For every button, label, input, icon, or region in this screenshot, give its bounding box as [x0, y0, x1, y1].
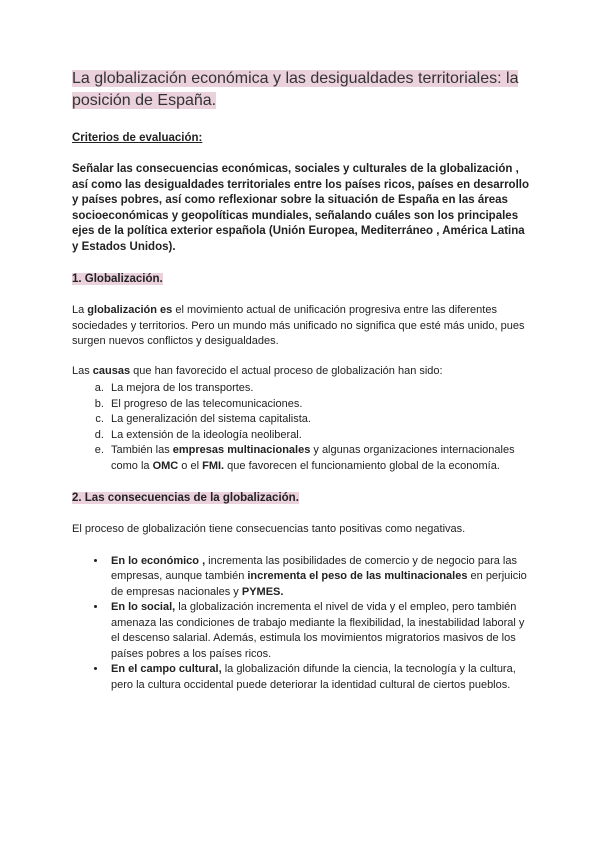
- globalization-definition: La globalización es el movimiento actual de unificación progresiva entre las diferentes sociedades y territorios. Pero un mundo más unificado no significa que esté más unido, pues surgen nuevos conflictos y desigualdades.: [72, 304, 525, 347]
- criteria-label: Criterios de evaluación:: [72, 132, 203, 144]
- document-title: [72, 68, 532, 112]
- consequences-list: [72, 554, 532, 694]
- section2-heading: 2. Las consecuencias de la globalización.: [72, 492, 299, 504]
- causes-intro: Las causas que han favorecido el actual proceso de globalización han sido:: [72, 364, 443, 377]
- list-item: d. La extensión de la ideología neoliberal.: [107, 428, 532, 444]
- section1-heading: 1. Globalización.: [72, 273, 163, 285]
- document-page: [72, 68, 532, 693]
- list-item: a. La mejora de los transportes.: [107, 381, 532, 397]
- list-item: • En lo económico , incrementa las posibilidades de comercio y de negocio para las empresas, aunque también incrementa el peso de las multinacionales en perjuicio de empresas nacionales y PYMES.: [107, 554, 532, 601]
- title-text: La globalización económica y las desigualdades territoriales: la posición de España.: [72, 70, 519, 109]
- causes-list: [72, 381, 532, 474]
- criteria-text: Señalar las consecuencias económicas, sociales y culturales de la globalización , así como las desigualdades territoriales entre los países ricos, países en desarrollo y países pobres, así como reflexionar sobre la situación de España en las áreas socioeconómicas y geopolíticas mundiales, señalando cuáles son los principales ejes de la política exterior española (Unión Europea, Mediterráneo , América Latina y Estados Unidos).: [72, 163, 530, 253]
- list-item: • En lo social, la globalización incrementa el nivel de vida y el empleo, pero también amenaza las condiciones de trabajo mediante la flexibilidad, la inestabilidad laboral y el descenso salarial. Además, estimula los movimientos migratorios masivos de los países pobres a los países ricos.: [107, 600, 532, 662]
- list-item: c. La generalización del sistema capitalista.: [107, 412, 532, 428]
- list-item: • En el campo cultural, la globalización difunde la ciencia, la tecnología y la cultura, pero la cultura occidental puede deteriorar la identidad cultural de ciertos pueblos.: [107, 662, 532, 693]
- list-item: e. También las empresas multinacionales y algunas organizaciones internacionales como la OMC o el FMI. que favorecen el funcionamiento global de la economía.: [107, 443, 532, 474]
- consequences-intro: El proceso de globalización tiene consecuencias tanto positivas como negativas.: [72, 523, 466, 535]
- list-item: b. El progreso de las telecomunicaciones.: [107, 397, 532, 413]
